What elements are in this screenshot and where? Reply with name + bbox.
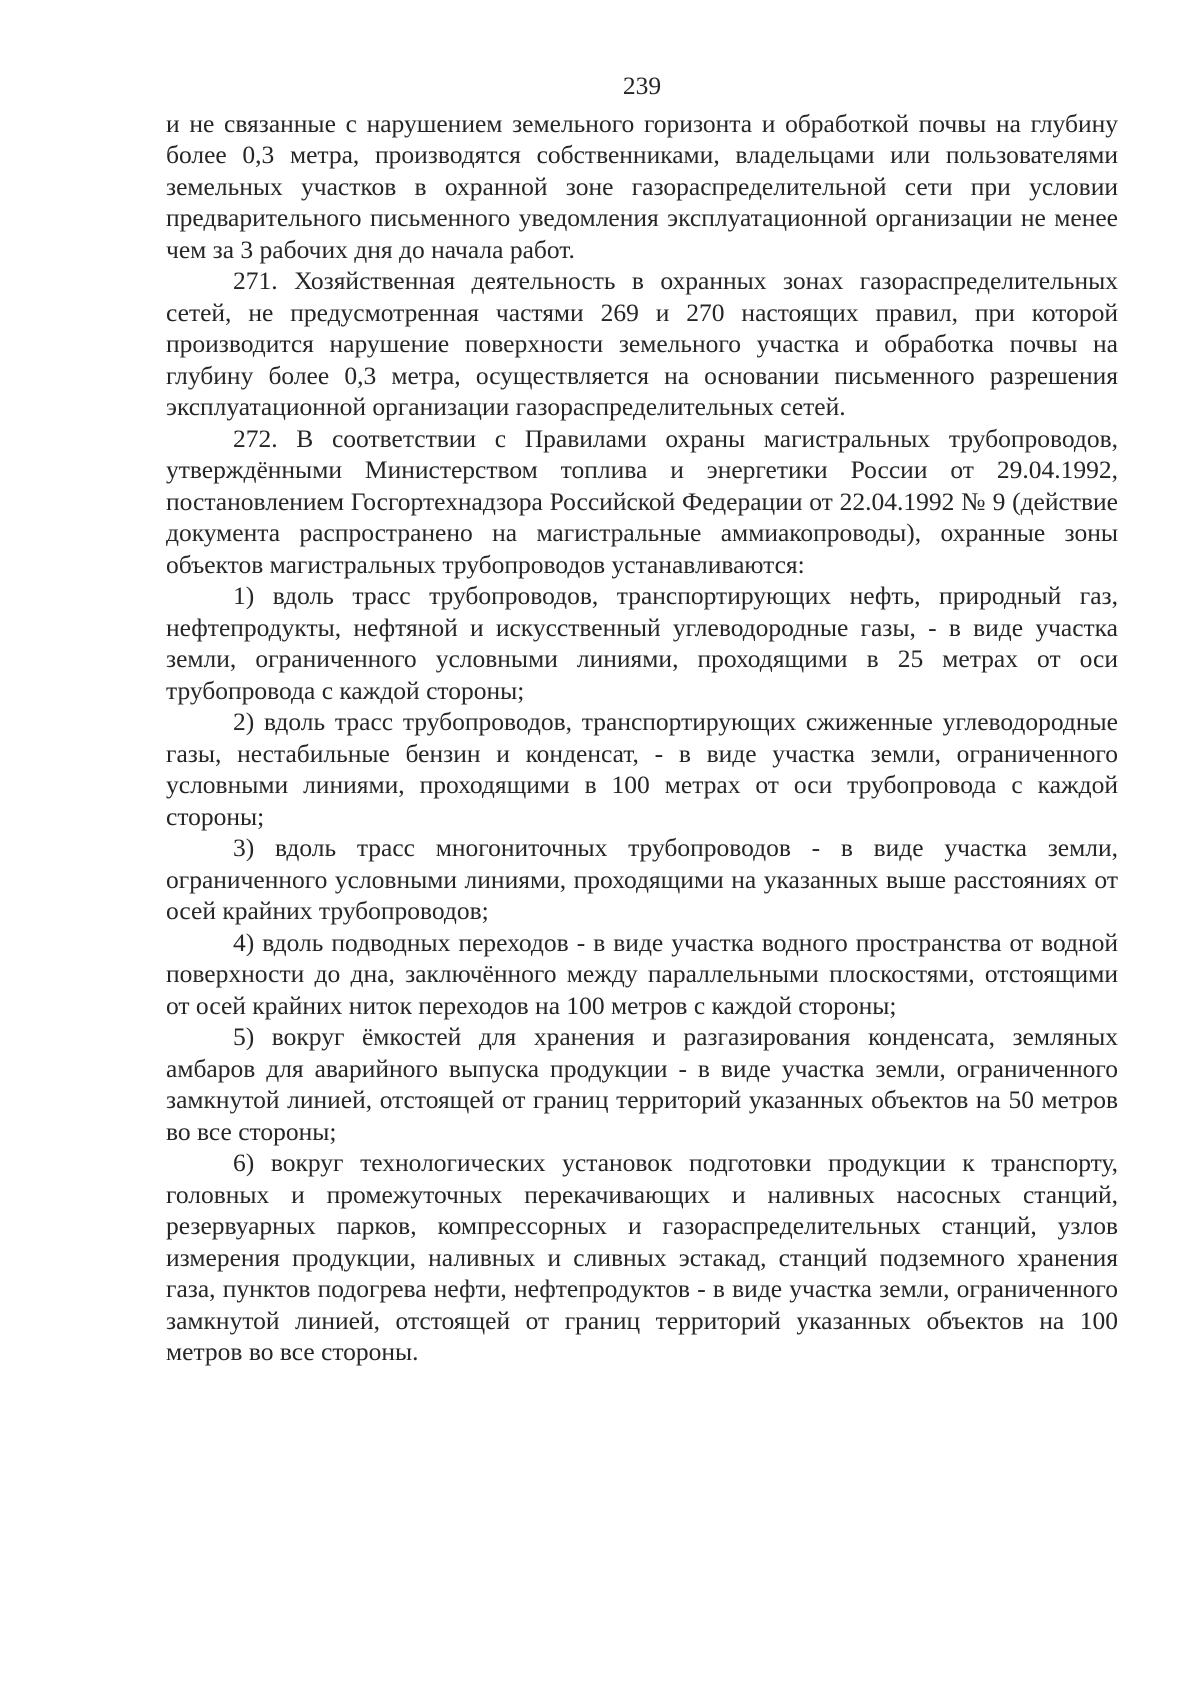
list-item-1: 1) вдоль трасс трубопроводов, транспортирующих нефть, природный газ, нефтепродукты, нефтяной и искусственный углеводородные газы, - в виде участка земли, ограниченного условными линиями, проходящими в 25 метрах от оси трубопровода с каждой стороны; (166, 581, 1118, 705)
list-item-2: 2) вдоль трасс трубопроводов, транспортирующих сжиженные углеводородные газы, нестабильные бензин и конденсат, - в виде участка земли, ограниченного условными линиями, проходящими в 100 метрах от оси трубопровода с каждой стороны; (166, 707, 1118, 831)
list-item-6: 6) вокруг технологических установок подготовки продукции к транспорту, головных и промежуточных перекачивающих и наливных насосных станций, резервуарных парков, компрессорных и газораспределительных станций, узлов измерения продукции, наливных и сливных эстакад, станций подземного хранения газа, пунктов подогрева нефти, нефтепродуктов - в виде участка земли, ограниченного замкнутой линией, отстоящей от границ территорий указанных объектов на 100 метров во все стороны. (166, 1148, 1118, 1366)
page-number: 239 (622, 71, 662, 100)
paragraph-continuation: и не связанные с нарушением земельного горизонта и обработкой почвы на глубину более 0,3 метра, производятся собственниками, владельцами или пользователями земельных участков в охранной зоне газораспределительной сети при условии предварительного письменного уведомления эксплуатационной организации не менее чем за 3 рабочих дня до начала работ. (166, 108, 1118, 264)
list-item-3: 3) вдоль трасс многониточных трубопроводов - в виде участка земли, ограниченного условными линиями, проходящими на указанных выше расстояниях от осей крайних трубопроводов; (166, 833, 1118, 925)
paragraph-272: 272. В соответствии с Правилами охраны магистральных трубопроводов, утверждёнными Министерством топлива и энергетики России от 29.04.1992, постановлением Госгортехнадзора Российской Федерации от 22.04.1992 № 9 (действие документа распространено на магистральные аммиакопроводы), охранные зоны объектов магистральных трубопроводов устанавливаются: (166, 423, 1118, 579)
list-item-5: 5) вокруг ёмкостей для хранения и разгазирования конденсата, земляных амбаров для аварийного выпуска продукции - в виде участка земли, ограниченного замкнутой линией, отстоящей от границ территорий указанных объектов на 50 метров во все стороны; (166, 1022, 1118, 1146)
paragraph-271: 271. Хозяйственная деятельность в охранных зонах газораспределительных сетей, не предусмотренная частями 269 и 270 настоящих правил, при которой производится нарушение поверхности земельного участка и обработка почвы на глубину более 0,3 метра, осуществляется на основании письменного разрешения эксплуатационной организации газораспределительных сетей. (166, 266, 1118, 421)
list-item-4: 4) вдоль подводных переходов - в виде участка водного пространства от водной поверхности до дна, заключённого между параллельными плоскостями, отстоящими от осей крайних ниток переходов на 100 метров с каждой стороны; (166, 927, 1118, 1020)
